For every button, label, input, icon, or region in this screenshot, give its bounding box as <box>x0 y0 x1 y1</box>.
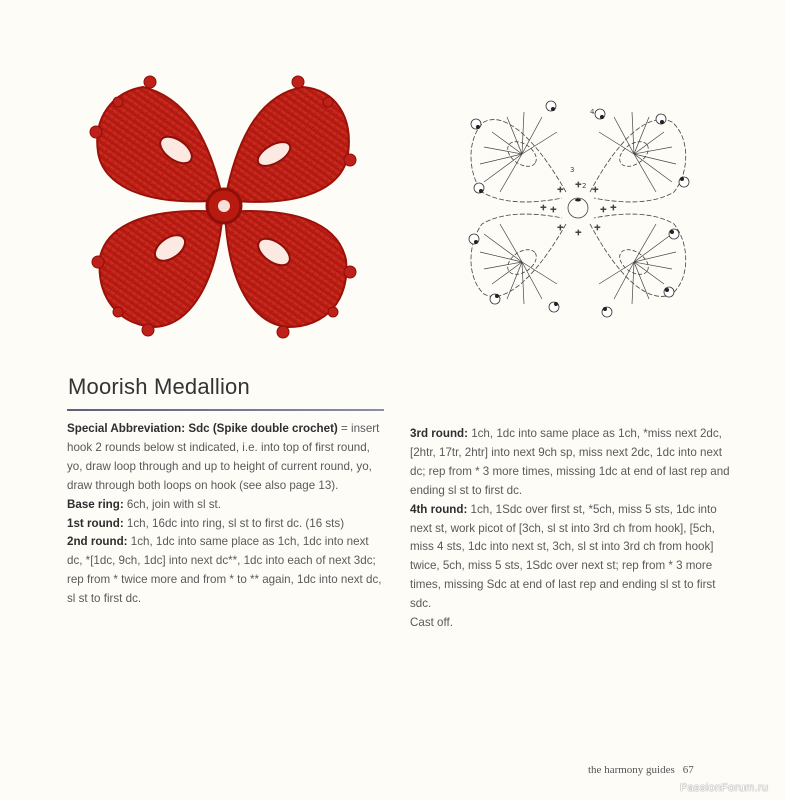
instructions-left-column <box>67 420 387 609</box>
round-3 <box>410 425 730 501</box>
instruction-text: 1ch, 16dc into ring, sl st to first dc. (16 sts) <box>123 516 345 530</box>
svg-text:+: + <box>557 223 564 232</box>
instruction-text: 6ch, join with sl st. <box>123 497 221 511</box>
instruction-text: = insert hook 2 rounds below st indicated, i.e. into top of first round, yo, draw loop through and up to height of current round, yo, draw through both loops on hook (see also page 13). <box>67 422 380 492</box>
instruction-text: 1ch, 1Sdc over first st, *5ch, miss 5 sts, 1dc into next st, work picot of [3ch, sl st into 3rd ch from hook], [5ch, miss 4 sts, 1dc into next st, 3ch, sl st into 3rd ch from hook] twice, 5ch, miss 5 sts, 1Sdc over next st; rep from * 3 more times, missing Sdc at end of last rep and ending sl st to first sdc. <box>410 502 717 611</box>
special-abbreviation <box>67 420 387 496</box>
svg-text:+: + <box>610 203 617 212</box>
instruction-label: 1st round: <box>67 516 124 530</box>
svg-text:+: + <box>592 185 599 194</box>
instruction-text: 1ch, 1dc into same place as 1ch, *miss next 2dc, [2htr, 17tr, 2htr] into next 9ch sp, miss next 2dc, 1dc into next dc; rep from * 3 more times, missing 1dc at end of last rep and ending sl st to first dc. <box>410 427 730 497</box>
svg-text:+: + <box>557 185 564 194</box>
instructions-right-column <box>410 425 730 633</box>
svg-text:+: + <box>550 205 557 214</box>
crochet-medallion-photo <box>88 72 358 340</box>
watermark: PassionForum.ru <box>680 782 769 794</box>
title-divider <box>67 409 384 411</box>
round-1 <box>67 515 387 534</box>
svg-text:+: + <box>575 228 582 237</box>
round-label-3: 3 <box>570 166 575 174</box>
book-title: the harmony guides <box>588 764 675 776</box>
svg-text:+: + <box>600 205 607 214</box>
instruction-label: 2nd round: <box>67 535 128 549</box>
crochet-symbol-chart <box>462 92 698 324</box>
svg-text:+: + <box>594 223 601 232</box>
instruction-label: Special Abbreviation: Sdc (Spike double crochet) <box>67 422 338 435</box>
page-footer <box>588 764 694 776</box>
round-label-4: 4 <box>590 108 595 116</box>
svg-text:+: + <box>575 180 582 189</box>
round-label-2: 2 <box>582 182 587 190</box>
instruction-text: Cast off. <box>410 616 453 630</box>
cast-off <box>410 614 730 633</box>
instruction-label: Base ring: <box>67 497 124 511</box>
svg-text:+: + <box>540 203 547 212</box>
round-4 <box>410 501 730 614</box>
instruction-label: 4th round: <box>410 502 468 516</box>
instruction-text: 1ch, 1dc into same place as 1ch, 1dc into next dc, *[1dc, 9ch, 1dc] into next dc**, 1dc into each of next 3dc; rep from * twice more and from * to ** again, 1dc into next dc, sl st to first dc. <box>67 535 382 606</box>
page-number: 67 <box>682 764 694 776</box>
instruction-label: 3rd round: <box>410 427 468 440</box>
base-ring <box>67 496 387 515</box>
pattern-title: Moorish Medallion <box>68 374 250 399</box>
round-2 <box>67 533 387 609</box>
